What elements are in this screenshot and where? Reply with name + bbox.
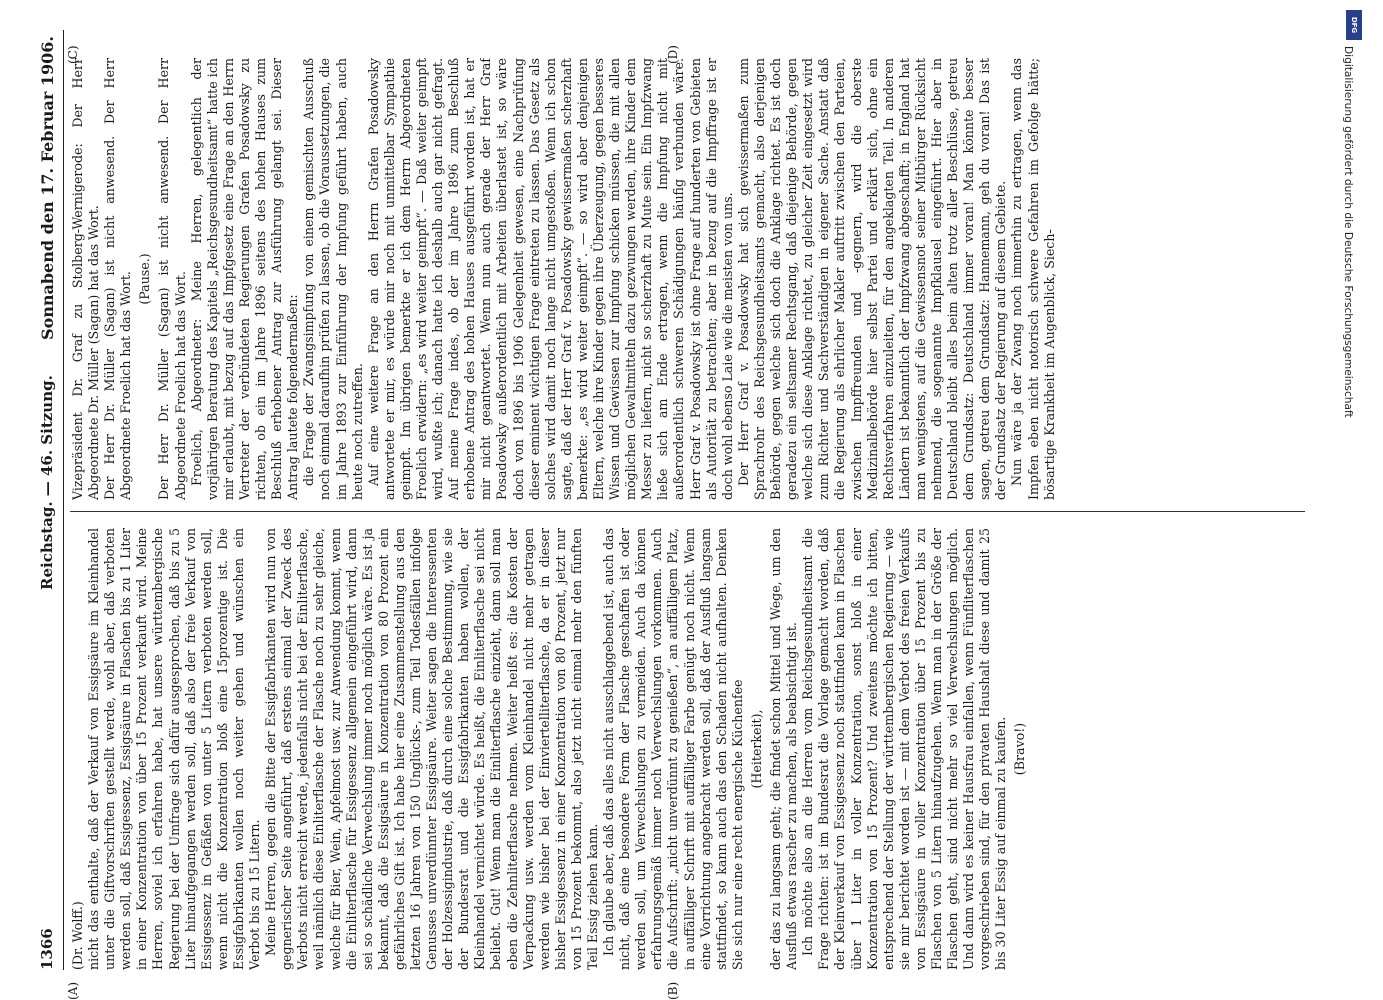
session-date: Sonnabend den 17. Februar 1906. bbox=[38, 36, 57, 340]
right-column-paragraph: Auf eine weitere Frage an den Herrn Grafen Posadowsky antwortete er mir, es würde mir noch mit unmittelbar Sympathie geimpft. Im übrigen bemerkte er ich dem Herrn Abgeordneten Froelich erwidern: „es wird weiter geimpft“. — Daß weiter geimpft wird, wußte ich; danach hatte ich deshalb auch gar nicht gefragt. Auf meine Frage indes, ob der im Jahre 1896 zum Beschluß erhobene Antrag des hohen Hauses ausgeführt worden ist, hat er mir nicht geantwortet. Wenn nun auch gerade der Herr Graf Posadowsky außerordentlich mit Arbeiten überlastet ist, so wäre doch von 1896 bis 1906 Gelegenheit gewesen, eine Nachprüfung dieser eminent wichtigen Frage eintreten zu lassen. Das Gesetz als solches wird damit noch lange nicht umgestoßen. Wenn ich schon sagte, daß der Herr Graf v. Posadowsky gewissermaßen scherzhaft bemerkte: „es wird weiter geimpft“. — so wird aber denjenigen Eltern, welche ihre Kinder gegen ihre Überzeugung, gegen besseres Wissen und Gewissen zur Impfung schicken müssen, die mit allen möglichen Gewaltmitteln dazu gezwungen werden, ihre Kinder dem Messer zu liefern, nicht so scherzhaft zu Mute sein. Ein Impfzwang ließe sich am Ende ertragen, wenn die Impfung nicht mit außerordentlich schweren Schädigungen häufig verbunden wäre. Herr Graf v. Posadowsky ist ohne Frage auf hunderten von Gebieten als Autorität zu betrachten; aber in bezug auf die Impffrage ist er doch wohl ebenso Laie wie die meisten von uns. bbox=[365, 58, 735, 500]
column-divider bbox=[70, 511, 1305, 512]
margin-marker-c: (C) bbox=[66, 45, 80, 64]
left-column-paragraph: (Bravo!) bbox=[1012, 722, 1028, 776]
credit-text: Digitalisierung gefördert durch die Deutsche Forschungsgemeinschaft bbox=[1342, 46, 1354, 418]
margin-marker-d: (D) bbox=[666, 45, 680, 64]
page-title: Reichstag. — 46. Sitzung. bbox=[38, 375, 56, 590]
right-column-paragraph: (Pause.) bbox=[137, 253, 153, 305]
left-column-paragraph: Ich glaube aber, daß das alles nicht ausschlaggebend ist, auch das nicht, daß eine besondere Form der Flasche geschaffen ist oder werden soll, um Verwechslungen zu vermeiden. Auch da können erfahrungsgemäß immer noch Verwechslungen vorkommen. Auch die Aufschrift: „nicht unverdünnt zu genießen“, an auffälligem Platz, in auffälliger Schrift mit auffälliger Farbe genügt noch nicht. Wenn eine Vorrichtung angebracht werden soll, daß der Ausfluß langsam stattfindet, so kann auch das den Schaden nicht aufhalten. Denken Sie sich nur eine recht energische Küchenfee bbox=[601, 528, 745, 970]
right-column-paragraph: die Frage der Zwangsimpfung von einem gemischten Ausschuß noch einmal daraufhin prüfen zu lassen, ob die Voraussetzungen, die im Jahre 1893 zur Einführung der Impfung geführt haben, auch heute noch zutreffen. bbox=[301, 58, 365, 500]
page-header bbox=[36, 30, 62, 970]
rotated-scan-page bbox=[36, 30, 1354, 1000]
left-text-column bbox=[70, 528, 1305, 970]
left-column-paragraph: nicht das enthalte, daß der Verkauf von Essigsäure im Kleinhandel unter die Giftvorschriften gestellt werde, wohl aber, daß verboten werden soll, daß Essigessenz, Essigsäure in Flaschen bis zu 1 Liter in einer Konzentration von über 15 Prozent verkauft wird. Meine Herren, soviel ich erfahren habe, hat unsere württembergische Regierung bei der Umfrage sich dafür ausgesprochen, daß bis zu 5 Liter hinaufgegangen werden soll, daß also der freie Verkauf von Essigessenz in Gefäßen von unter 5 Litern verboten werden soll, wenn nicht die Konzentration bloß eine 15prozentige ist. Die Essigfabrikanten wollen noch weiter gehen und wünschen ein Verbot bis zu 15 Litern. bbox=[86, 528, 263, 970]
left-column-paragraph: Ich möchte also an die Herren vom Reichsgesundheitsamt die Frage richten: ist im Bundesrat die Vorlage gemacht worden, daß der Kleinverkauf von Essigessenz noch stattfinden kann in Flaschen über 1 Liter in voller Konzentration, sonst bloß in einer Konzentration von 15 Prozent? Und zweitens möchte ich bitten, entsprechend der Stellung der württembergischen Regierung — wie sie mir berichtet worden ist — mit dem Verbot des freien Verkaufs von Essigsäure in voller Konzentration über 15 Prozent bis zu Flaschen von 5 Litern hinaufzugehen. Wenn man in der Größe der Flaschen geht, sind nicht mehr so viel Verwechslungen möglich. Und dann wird es keiner Hausfrau einfallen, wenn Fünfliterflaschen vorgeschrieben sind, für den privaten Haushalt diese und damit 25 bis 30 Liter Essig auf einmal zu kaufen. bbox=[800, 528, 1009, 970]
page-number: 1366 bbox=[38, 928, 56, 970]
margin-marker-a: (A) bbox=[66, 981, 80, 1000]
right-column-paragraph: Nun wäre ja der Zwang noch immerhin zu ertragen, wenn das Impfen eben nicht notorisch schwere Gefahren im Gefolge hätte; bösartige Krankheit im Augenblick, Siech- bbox=[1009, 58, 1057, 500]
left-column-paragraph: Meine Herren, gegen die Bitte der Essigfabrikanten wird nun von gegnerischer Seite angeführt, daß erstens einmal der Zweck des Verbots nicht erreicht werde, jedenfalls nicht bei der Einliterflasche, weil nämlich diese Einliterflasche der Flasche noch zu sehr gleiche, welche für Bier, Wein, Apfelmost usw. zur Anwendung kommt, wenn die Einliterflasche für Essigessenz allgemein eingeführt wird, dann sei so schädliche Verwechslung immer noch möglich wäre. Es ist ja bekannt, daß die Essigsäure in Konzentration von 80 Prozent ein gefährliches Gift ist. Ich habe hier eine Zusammenstellung aus den letzten 16 Jahren von 150 Unglücks-, zum Teil Todesfällen infolge Genusses unverdünnter Essigsäure. Weiter sagen die Interessenten der Holzessigindustrie, daß durch eine solche Bestimmung, wie sie der Bundesrat und die Essigfabrikanten haben wollen, der Kleinhandel vernichtet würde. Es heißt, die Einliterflasche sei nicht beliebt. Gut! Wenn man die Einliterflasche einzieht, dann soll man eben die Zehnliterflasche nehmen. Weiter heißt es: die Kosten der Verpackung usw. werden vom Kleinhandel nicht mehr getragen werden wie bisher bei der Einviertelliterflasche, da er in dieser bisher Essigessenz in einer Konzentration von 80 Prozent, jetzt nur von 15 Prozent bekommt, also jetzt nicht einmal mehr den fünften Teil Essig ziehen kann. bbox=[263, 528, 600, 970]
dfg-logo-icon: DFG bbox=[1346, 10, 1362, 40]
right-text-column bbox=[70, 58, 1305, 500]
margin-marker-b: (B) bbox=[666, 981, 680, 1000]
header-rule bbox=[63, 30, 64, 970]
left-column-paragraph: (Heiterkeit), bbox=[748, 709, 764, 789]
left-column-paragraph: (Dr. Wolff.) bbox=[70, 901, 85, 970]
right-column-paragraph: Der Herr Dr. Müller (Sagan) ist nicht anwesend. Der Herr Abgeordnete Froelich hat das Wort. bbox=[156, 58, 188, 500]
left-column-paragraph: der das zu langsam geht; die findet schon Mittel und Wege, um den Ausfluß etwas rascher zu machen, als beabsichtigt ist. bbox=[768, 528, 800, 970]
right-column-paragraph: Der Herr Graf v. Posadowsky hat sich gewissermaßen zum Sprachrohr des Reichsgesundheitsamts gemacht, also derjenigen Behörde, gegen welche sich doch die Anklage richtet. Es ist doch geradezu ein seltsamer Rechtsgang, daß diejenige Behörde, gegen welche sich diese Anklage richtet, zu gleicher Zeit eingesetzt wird zum Richter und Sachverständigen in eigener Sache. Anstatt daß die Regierung als ehrlicher Makler auftritt zwischen den Parteien, zwischen Impffreunden und -gegnern, wird die oberste Medizinalbehörde hier selbst Partei und erklärt sich, ohne ein Rechtsverfahren einzuleiten, für den angeklagten Teil. In anderen Ländern ist bekanntlich der Impfzwang abgeschafft; in England hat man wenigstens, auf die Gewissensnot seiner Mitbürger Rücksicht nehmend, die sogenannte Impfklausel eingeführt. Hier aber in Deutschland bleibt alles beim alten trotz aller Beschlüsse, getreu dem Grundsatz: Deutschland immer voran! Man könnte besser sagen, getreu dem Grundsatz: Hannemann, geh du voran! Das ist der Grundsatz der Regierung auf diesem Gebiete. bbox=[735, 58, 1009, 500]
right-column-paragraph: Der Herr Dr. Müller (Sagan) ist nicht anwesend. Der Herr Abgeordnete Froelich hat das Wort. bbox=[102, 58, 134, 500]
digitization-credit bbox=[1340, 6, 1380, 1000]
right-column-paragraph: Froelich, Abgeordneter: Meine Herren, gelegentlich der vorjährigen Beratung des Kapitels „Reichsgesundheitsamt“ hatte ich mir erlaubt, mit bezug auf das Impfgesetz eine Frage an den Herrn Vertreter der verbündeten Regierungen Grafen Posadowsky zu richten, ob ein im Jahre 1896 seitens des hohen Hauses zum Beschluß erhobener Antrag zur Ausführung gelangt sei. Dieser Antrag lautete folgendermaßen: bbox=[188, 58, 301, 500]
right-column-paragraph: Vizepräsident Dr. Graf zu Stolberg-Wernigerode: Der Herr Abgeordnete Dr. Müller (Sagan) hat das Wort. bbox=[70, 58, 102, 500]
